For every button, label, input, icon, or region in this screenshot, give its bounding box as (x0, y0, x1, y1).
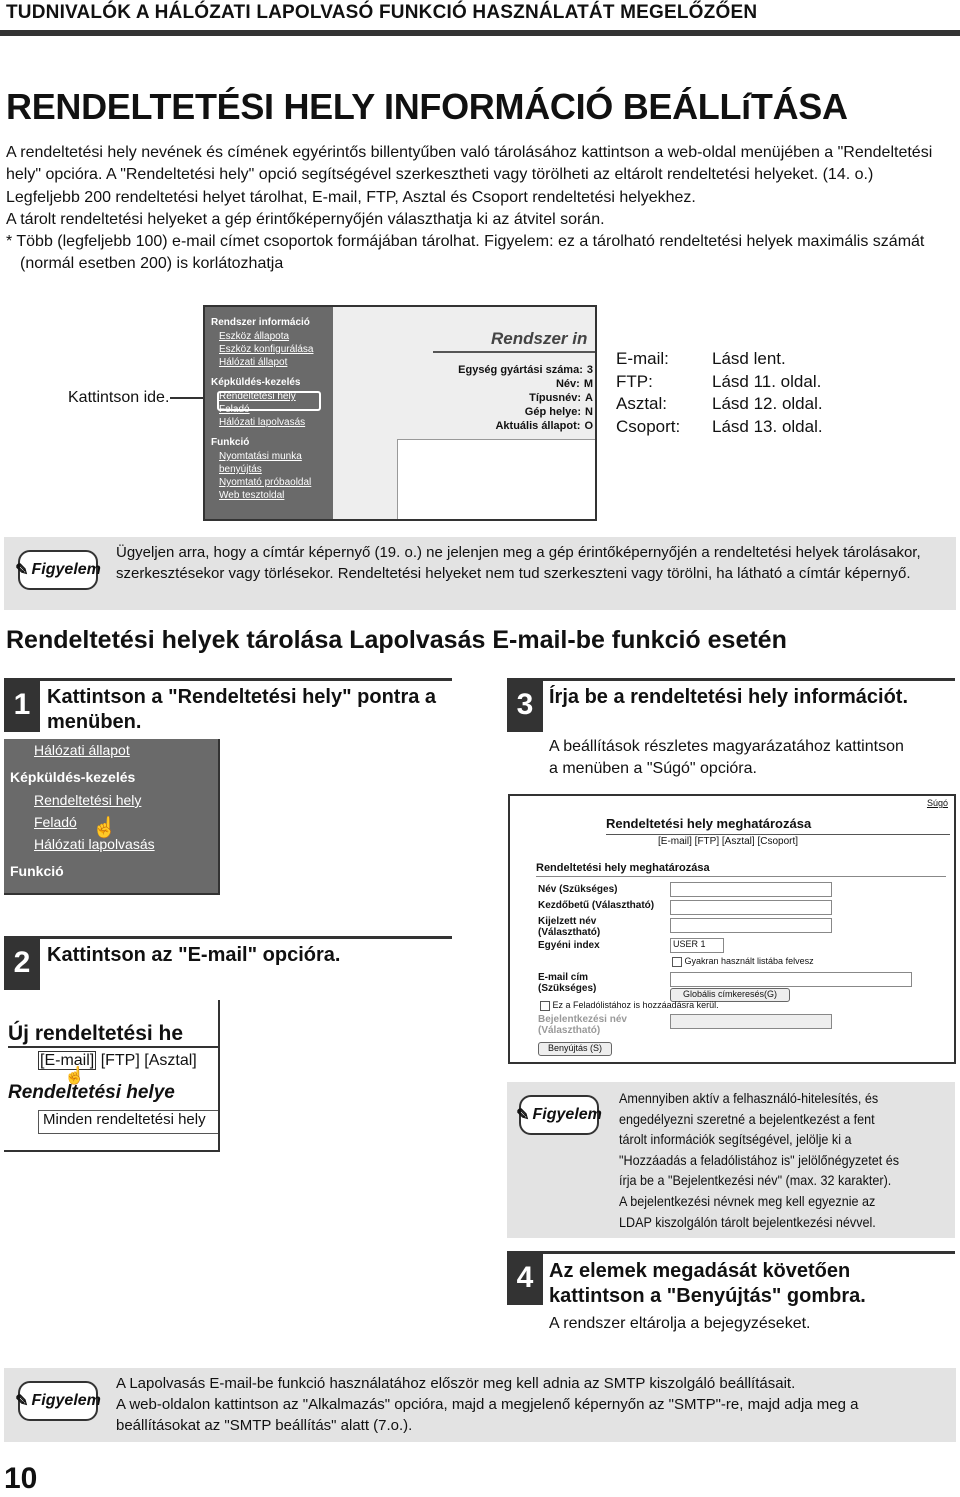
sender-checkbox-label: Ez a Feladólistához is hozzáadásra kerül. (552, 1000, 719, 1010)
note-2-line: LDAP kiszolgálón tárolt bejelentkezési névvel. (619, 1213, 876, 1230)
pencil-icon: ✎ (516, 1107, 530, 1124)
note-2-line: "Hozzáadás a feladólistához is" jelölőnégyzetet és (619, 1151, 900, 1168)
note-2-line: engedélyezni szeretné a bejelentkezést a fent (619, 1110, 875, 1127)
frequent-checkbox-row[interactable] (672, 956, 814, 967)
menu-item[interactable]: Hálózati lapolvasás (219, 417, 306, 428)
page-number: 10 (4, 1462, 38, 1495)
menu-item[interactable]: Rendeltetési hely (219, 391, 296, 402)
label-initial: Kezdőbetű (Választható) (538, 900, 655, 911)
shot2-subtitle: Rendeltetési helye (8, 1082, 175, 1103)
status-field-value: 3 (586, 364, 593, 376)
reference-page: Lásd lent. (712, 349, 786, 368)
section-title: Rendeltetési helyek tárolása Lapolvasás E-mail-be funkció esetén (6, 626, 787, 654)
reference-page: Lásd 11. oldal. (712, 371, 822, 391)
badge-label: Figyelem (31, 561, 101, 578)
status-field-label: Típusnév: (529, 392, 582, 404)
name-input[interactable] (670, 882, 832, 897)
step-1-screenshot (4, 739, 220, 895)
panel-title: Rendszer in (491, 329, 588, 348)
link-asztal[interactable]: [Asztal] (144, 1052, 197, 1069)
reference-type: FTP: (616, 371, 653, 391)
intro-p1: A rendeltetési hely nevének és címének egyérintős billentyűben való tárolásához kattintson a web-oldal menüjében a "Rendeltetési hely" opcióra. A "Rendeltetési hely" opció segítségével szerkesztheti vagy törölheti az eltárolt rendeltetési helyeket. (14. o.) (6, 144, 933, 184)
status-field-label: Aktuális állapot: (495, 420, 581, 432)
highlight-frame (217, 391, 321, 411)
checkbox-icon[interactable] (672, 957, 682, 967)
pencil-icon: ✎ (15, 562, 29, 579)
status-field-label: Egység gyártási száma: (458, 364, 583, 376)
note-box-2 (507, 1082, 955, 1238)
sender-checkbox-row[interactable] (540, 1000, 719, 1011)
status-field-label: Név: (555, 378, 580, 390)
menu-item[interactable]: Rendeltetési hely (34, 792, 142, 808)
menu-item[interactable]: Hálózati állapot (34, 742, 130, 758)
callout-click-here: Kattintson ide. (68, 389, 170, 406)
reference-row (616, 393, 823, 416)
label-custom-index: Egyéni index (538, 940, 600, 951)
label-display-name: Kijelzett név (Választható) (538, 916, 601, 938)
form-screenshot (508, 794, 956, 1064)
figyelem-badge (15, 1381, 101, 1421)
shot2-links (38, 1052, 197, 1070)
figyelem-badge (15, 550, 101, 590)
reference-type: Asztal: (616, 394, 668, 413)
checkbox-icon[interactable] (540, 1001, 550, 1011)
menu-item[interactable]: Eszköz konfigurálása (219, 344, 314, 355)
reference-page: Lásd 12. oldal. (712, 394, 823, 413)
step-3-number: 3 (507, 678, 543, 732)
menu-item[interactable]: Hálózati állapot (219, 357, 288, 368)
step-4-rule (543, 1251, 955, 1254)
step-2-screenshot (4, 1000, 220, 1152)
login-name-input[interactable] (670, 1014, 832, 1029)
help-link[interactable]: Súgó (926, 798, 948, 808)
status-field-row (413, 405, 593, 419)
reference-row (616, 416, 823, 439)
intro-p3: A tárolt rendeltetési helyeket a gép érintőképernyőjén választhatja ki az átvitel során. (6, 210, 605, 228)
menu-item[interactable]: benyújtás (219, 464, 262, 475)
label-email: E-mail cím (Szükséges) (538, 972, 597, 994)
note-2-line: A bejelentkezési névnek meg kell egyeznie az (619, 1192, 876, 1209)
destination-references (616, 348, 823, 438)
link-email[interactable]: [E-mail] (40, 1052, 95, 1069)
status-field-row (413, 391, 593, 405)
menu-section-label: Rendszer információ (211, 317, 310, 328)
menu-item[interactable]: Web tesztoldal (219, 490, 285, 501)
menu-screenshot (203, 305, 597, 521)
note-2-line: tárolt információk segítségével, jelölje ki a (619, 1131, 852, 1148)
custom-index-select[interactable]: USER 1 (670, 938, 724, 953)
running-header: TUDNIVALÓK A HÁLÓZATI LAPOLVASÓ FUNKCIÓ HASZNÁLATÁT MEGELŐZŐEN (6, 2, 758, 23)
menu-item[interactable]: Eszköz állapota (219, 331, 290, 342)
label-name: Név (Szükséges) (538, 884, 618, 895)
shot2-row: Minden rendeltetési hely (38, 1110, 220, 1134)
form-title: Rendeltetési hely meghatározása (606, 816, 812, 831)
badge-label: Figyelem (532, 1106, 602, 1123)
callout-line (170, 397, 206, 399)
note-2-line: Amennyiben aktív a felhasználó-hitelesítés, és (619, 1090, 879, 1106)
link-ftp[interactable]: [FTP] (100, 1052, 140, 1069)
step-1-rule (40, 678, 452, 681)
step-2-title: Kattintson az "E-mail" opcióra. (47, 944, 341, 966)
note-1-text: Ügyeljen arra, hogy a címtár képernyő (19. o.) ne jelenjen meg a gép érintőképernyőjén a rendeltetési helyek tárolásakor, szerkesztésekor vagy törlésekor. Rendeltetési helyeket nem tud szerkeszteni vagy törölni, ha látható a címtár képernyő. (116, 544, 921, 582)
form-section: Rendeltetési hely meghatározása (536, 862, 710, 874)
label-login-name: Bejelentkezési név (Választható) (538, 1014, 627, 1036)
menu-item[interactable]: Nyomtató próbaoldal (219, 477, 312, 488)
status-field-row (413, 377, 593, 391)
status-field-value: O (584, 420, 593, 432)
form-tab-links[interactable]: [E-mail] [FTP] [Asztal] [Csoport] (658, 836, 799, 847)
shot2-title: Új rendeltetési he (8, 1022, 184, 1045)
menu-item[interactable]: Feladó (34, 814, 77, 830)
web-menu (205, 307, 333, 519)
shot2-rule (8, 1046, 218, 1048)
panel-rule (433, 351, 595, 353)
frequent-checkbox-label: Gyakran használt listába felvesz (684, 956, 814, 966)
submit-button[interactable]: Benyújtás (S) (538, 1042, 612, 1056)
note-2-text (619, 1088, 920, 1232)
badge-label: Figyelem (31, 1392, 101, 1409)
page-title: RENDELTETÉSI HELY INFORMÁCIÓ BEÁLLíTÁSA (6, 86, 848, 127)
intro-text (6, 142, 956, 276)
global-search-button[interactable]: Globális címkeresés(G) (670, 988, 790, 1002)
initial-input[interactable] (670, 900, 832, 915)
menu-section-label: Képküldés-kezelés (10, 769, 136, 785)
menu-section-label: Funkció (211, 437, 250, 448)
reference-row (616, 371, 823, 394)
device-image-area (397, 439, 597, 521)
note-2-line: írja be a "Bejelentkezési név" (max. 32 karakter). (619, 1172, 892, 1189)
status-field-row (413, 419, 593, 433)
status-field-value: A (585, 392, 593, 404)
reference-type: Csoport: (616, 416, 681, 436)
step-3-body: A beállítások részletes magyarázatához kattintson a menüben a "Súgó" opcióra. (549, 738, 904, 777)
status-field-value: N (585, 406, 593, 418)
step-4-number: 4 (507, 1251, 543, 1305)
menu-section-label: Képküldés-kezelés (211, 377, 301, 388)
email-input[interactable] (670, 972, 912, 987)
step-3-title: Írja be a rendeltetési hely információt. (549, 686, 909, 708)
status-field-row (413, 363, 593, 377)
step-1-title: Kattintson a "Rendeltetési hely" pontra a menüben. (47, 686, 437, 733)
menu-item[interactable]: Hálózati lapolvasás (34, 836, 155, 852)
figyelem-badge (516, 1095, 602, 1135)
step-2-rule (40, 936, 452, 939)
form-section-rule (536, 876, 946, 877)
note-3-line: A Lapolvasás E-mail-be funkció használatához először meg kell adnia az SMTP kiszolgáló beállításait. (116, 1375, 796, 1392)
reference-type: E-mail: (616, 349, 669, 368)
step-4-title: Az elemek megadását követően kattintson a "Benyújtás" gombra. (549, 1260, 866, 1307)
menu-item[interactable]: Feladó (219, 404, 250, 415)
step-2-number: 2 (4, 936, 40, 990)
step-4-body: A rendszer eltárolja a bejegyzéseket. (549, 1315, 811, 1332)
header-rule (0, 30, 960, 36)
step-3-rule (543, 678, 955, 681)
reference-page: Lásd 13. oldal. (712, 416, 823, 436)
pencil-icon: ✎ (15, 1393, 29, 1410)
cursor-hand-icon: ☝ (92, 817, 117, 839)
cursor-hand-icon: ☝ (64, 1066, 86, 1085)
intro-p2: Legfeljebb 200 rendeltetési helyet tárolhat, E-mail, FTP, Asztal és Csoport rendeltetési helyekhez. (6, 188, 696, 206)
status-field-label: Gép helye: (524, 406, 582, 418)
menu-section-label: Funkció (10, 863, 64, 879)
status-field-value: M (583, 378, 593, 390)
note-3-text (116, 1373, 946, 1436)
intro-p4: * Több (legfeljebb 100) e-mail címet csoportok formájában tárolhat. Figyelem: ez a tárolható rendeltetési helyek maximális számát (normál esetben 200) is korlátozhatja (6, 233, 925, 273)
menu-item[interactable]: Nyomtatási munka (219, 451, 302, 462)
display-name-input[interactable] (670, 918, 832, 933)
reference-row (616, 348, 823, 371)
status-panel (333, 307, 595, 519)
note-3-line: A web-oldalon kattintson az "Alkalmazás" opcióra, majd a megjelenő képernyőn az "SMTP"-re, majd adja meg a beállításokat az "SMTP beállítás" alatt (7.o.). (116, 1396, 859, 1434)
note-box-3 (4, 1368, 956, 1442)
step-1-number: 1 (4, 678, 40, 732)
form-rule (606, 834, 950, 835)
note-box-1 (4, 537, 956, 610)
